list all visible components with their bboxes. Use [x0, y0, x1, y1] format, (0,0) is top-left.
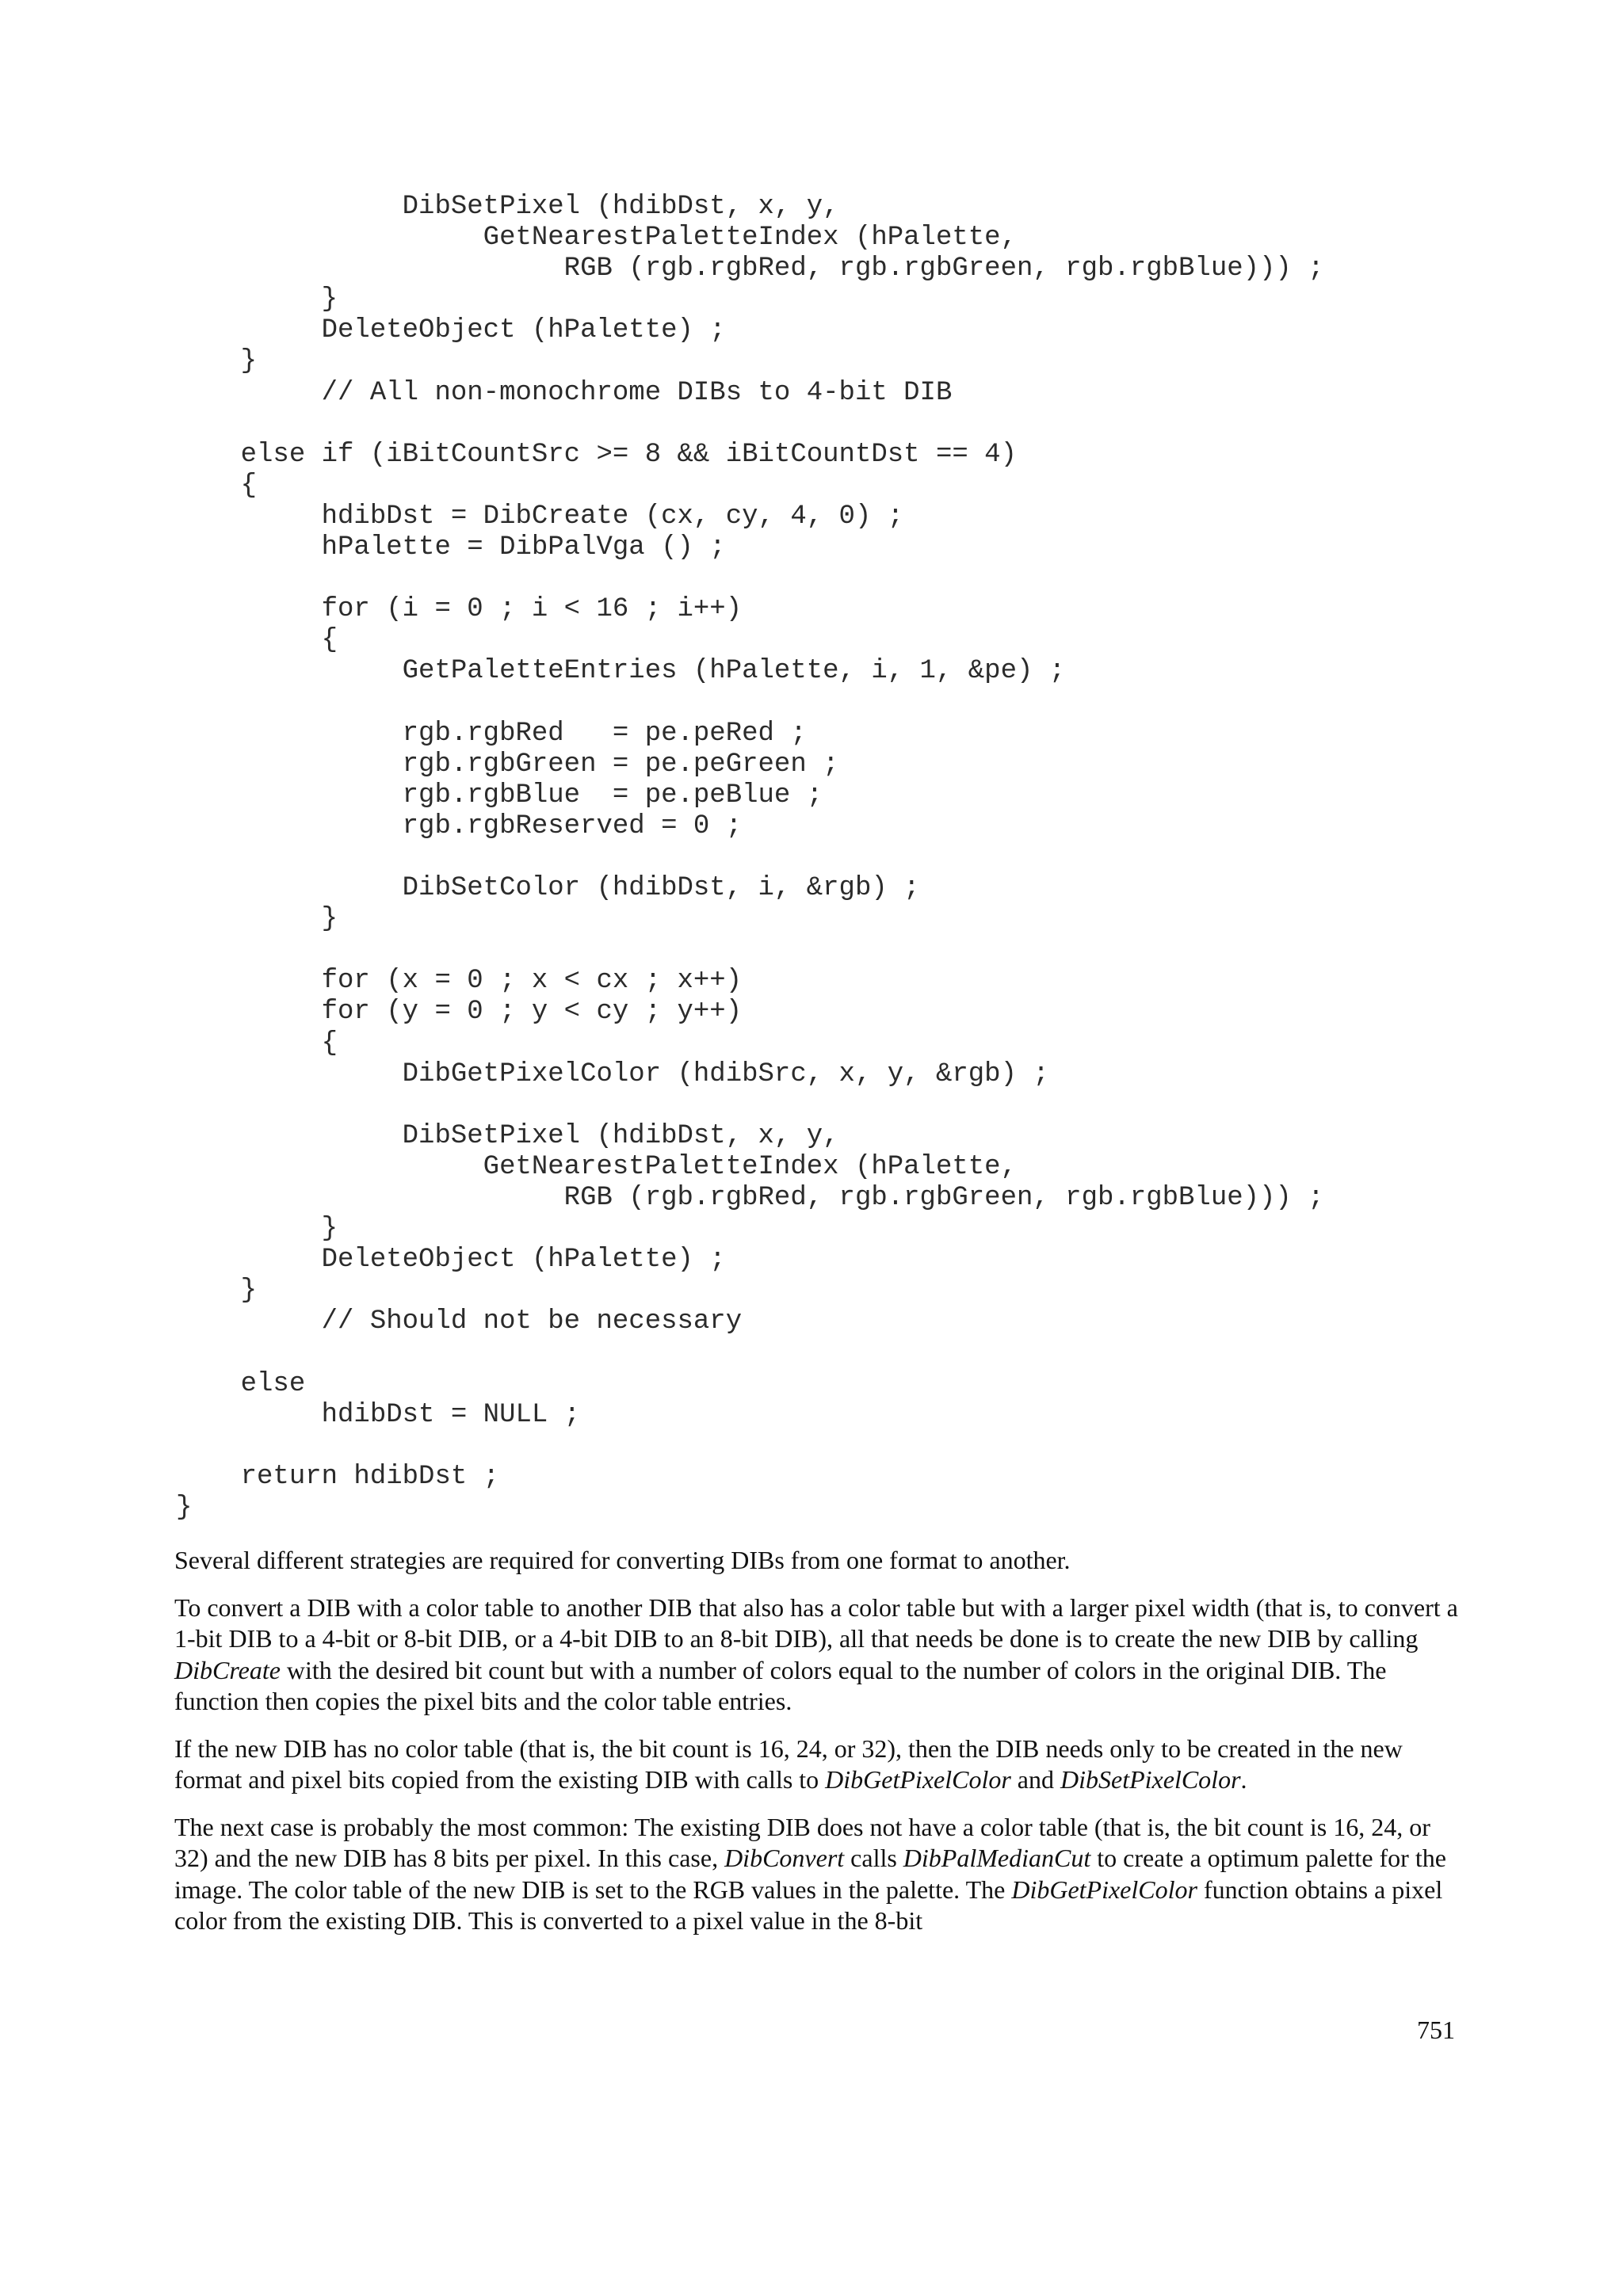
code-line: RGB (rgb.rgbRed, rgb.rgbGreen, rgb.rgbBlue))) ;	[176, 1183, 1324, 1213]
text-run: to create a optimum palette for the image. The color table of the new DIB is set to the RGB values in the palette. The	[174, 1844, 1446, 1904]
code-line: // All non-monochrome DIBs to 4-bit DIB	[176, 377, 953, 408]
code-line	[176, 409, 1324, 440]
function-name: DibCreate	[174, 1655, 281, 1684]
code-line: DibSetPixel (hdibDst, x, y,	[176, 1120, 839, 1151]
code-line: {	[176, 625, 338, 656]
code-line: }	[176, 904, 338, 935]
code-line: // Should not be necessary	[176, 1306, 743, 1337]
paragraph	[174, 1592, 1458, 1718]
code-line: }	[176, 1276, 258, 1306]
paragraph	[174, 1733, 1458, 1796]
code-line: {	[176, 1028, 338, 1058]
code-line: DibSetColor (hdibDst, i, &rgb) ;	[176, 873, 920, 904]
code-line: for (i = 0 ; i < 16 ; i++)	[176, 594, 743, 625]
code-listing	[176, 192, 1324, 1524]
code-line: DeleteObject (hPalette) ;	[176, 315, 726, 346]
text-run: function obtains a pixel color from the existing DIB. This is converted to a pixel value in the 8-bit	[174, 1875, 1443, 1935]
code-line	[176, 842, 1324, 873]
code-line	[176, 1337, 1324, 1368]
function-name: DibConvert	[724, 1844, 845, 1872]
function-name: DibSetPixelColor	[1060, 1765, 1241, 1794]
code-line: }	[176, 284, 338, 315]
code-line: RGB (rgb.rgbRed, rgb.rgbGreen, rgb.rgbBlue))) ;	[176, 254, 1324, 284]
code-line: rgb.rgbGreen = pe.peGreen ;	[176, 749, 839, 780]
code-line: }	[176, 346, 258, 377]
code-line: DeleteObject (hPalette) ;	[176, 1245, 726, 1276]
code-line: DibSetPixel (hdibDst, x, y,	[176, 192, 839, 222]
text-run: .	[1240, 1765, 1247, 1794]
text-run: calls	[844, 1844, 903, 1872]
code-line: GetPaletteEntries (hPalette, i, 1, &pe) ;	[176, 656, 1066, 687]
code-line	[176, 1431, 1324, 1462]
code-line: rgb.rgbReserved = 0 ;	[176, 810, 743, 841]
code-line: GetNearestPaletteIndex (hPalette,	[176, 223, 1017, 254]
code-line: else if (iBitCountSrc >= 8 && iBitCountDst == 4)	[176, 439, 1017, 470]
text-run: To convert a DIB with a color table to another DIB that also has a color table but with a larger pixel width (that is, to convert a 1-bit DIB to a 4-bit or 8-bit DIB, or a 4-bit DIB to an 8-bit DIB), all that needs be done is to create the new DIB by calling	[174, 1592, 1458, 1653]
code-line	[176, 1090, 1324, 1121]
code-line: hPalette = DibPalVga () ;	[176, 532, 726, 563]
code-line: for (x = 0 ; x < cx ; x++)	[176, 966, 743, 997]
code-line: hdibDst = NULL ;	[176, 1399, 581, 1430]
function-name: DibGetPixelColor	[1011, 1875, 1197, 1904]
code-line: DibGetPixelColor (hdibSrc, x, y, &rgb) ;	[176, 1058, 1049, 1089]
code-line: hdibDst = DibCreate (cx, cy, 4, 0) ;	[176, 501, 904, 532]
function-name: DibPalMedianCut	[903, 1844, 1091, 1872]
paragraph	[174, 1545, 1458, 1577]
text-run: The next case is probably the most common: The existing DIB does not have a color table (that is, the bit count is 16, 24, or 32) and the new DIB has 8 bits per pixel. In this case,	[174, 1812, 1430, 1872]
text-run: Several different strategies are required for converting DIBs from one format to another.	[174, 1546, 1071, 1574]
code-line	[176, 688, 1324, 719]
paragraph	[174, 1812, 1458, 1937]
text-run: with the desired bit count but with a number of colors equal to the number of colors in the original DIB. The function then copies the pixel bits and the color table entries.	[174, 1655, 1387, 1715]
code-line: }	[176, 1492, 193, 1523]
function-name: DibGetPixelColor	[825, 1765, 1011, 1794]
code-line: for (y = 0 ; y < cy ; y++)	[176, 997, 743, 1028]
code-line	[176, 935, 1324, 966]
text-run: If the new DIB has no color table (that is, the bit count is 16, 24, or 32), then the DIB needs only to be created in the new format and pixel bits copied from the existing DIB with calls to	[174, 1733, 1403, 1794]
code-line: GetNearestPaletteIndex (hPalette,	[176, 1151, 1017, 1182]
page-number: 751	[1417, 2016, 1455, 2044]
code-line: else	[176, 1368, 306, 1399]
code-line: rgb.rgbBlue = pe.peBlue ;	[176, 780, 823, 810]
text-run: and	[1010, 1765, 1060, 1794]
code-line: {	[176, 470, 258, 501]
code-line	[176, 563, 1324, 594]
body-text	[174, 1545, 1458, 1953]
code-line: }	[176, 1214, 338, 1245]
code-line: return hdibDst ;	[176, 1461, 500, 1492]
code-line: rgb.rgbRed = pe.peRed ;	[176, 718, 807, 749]
